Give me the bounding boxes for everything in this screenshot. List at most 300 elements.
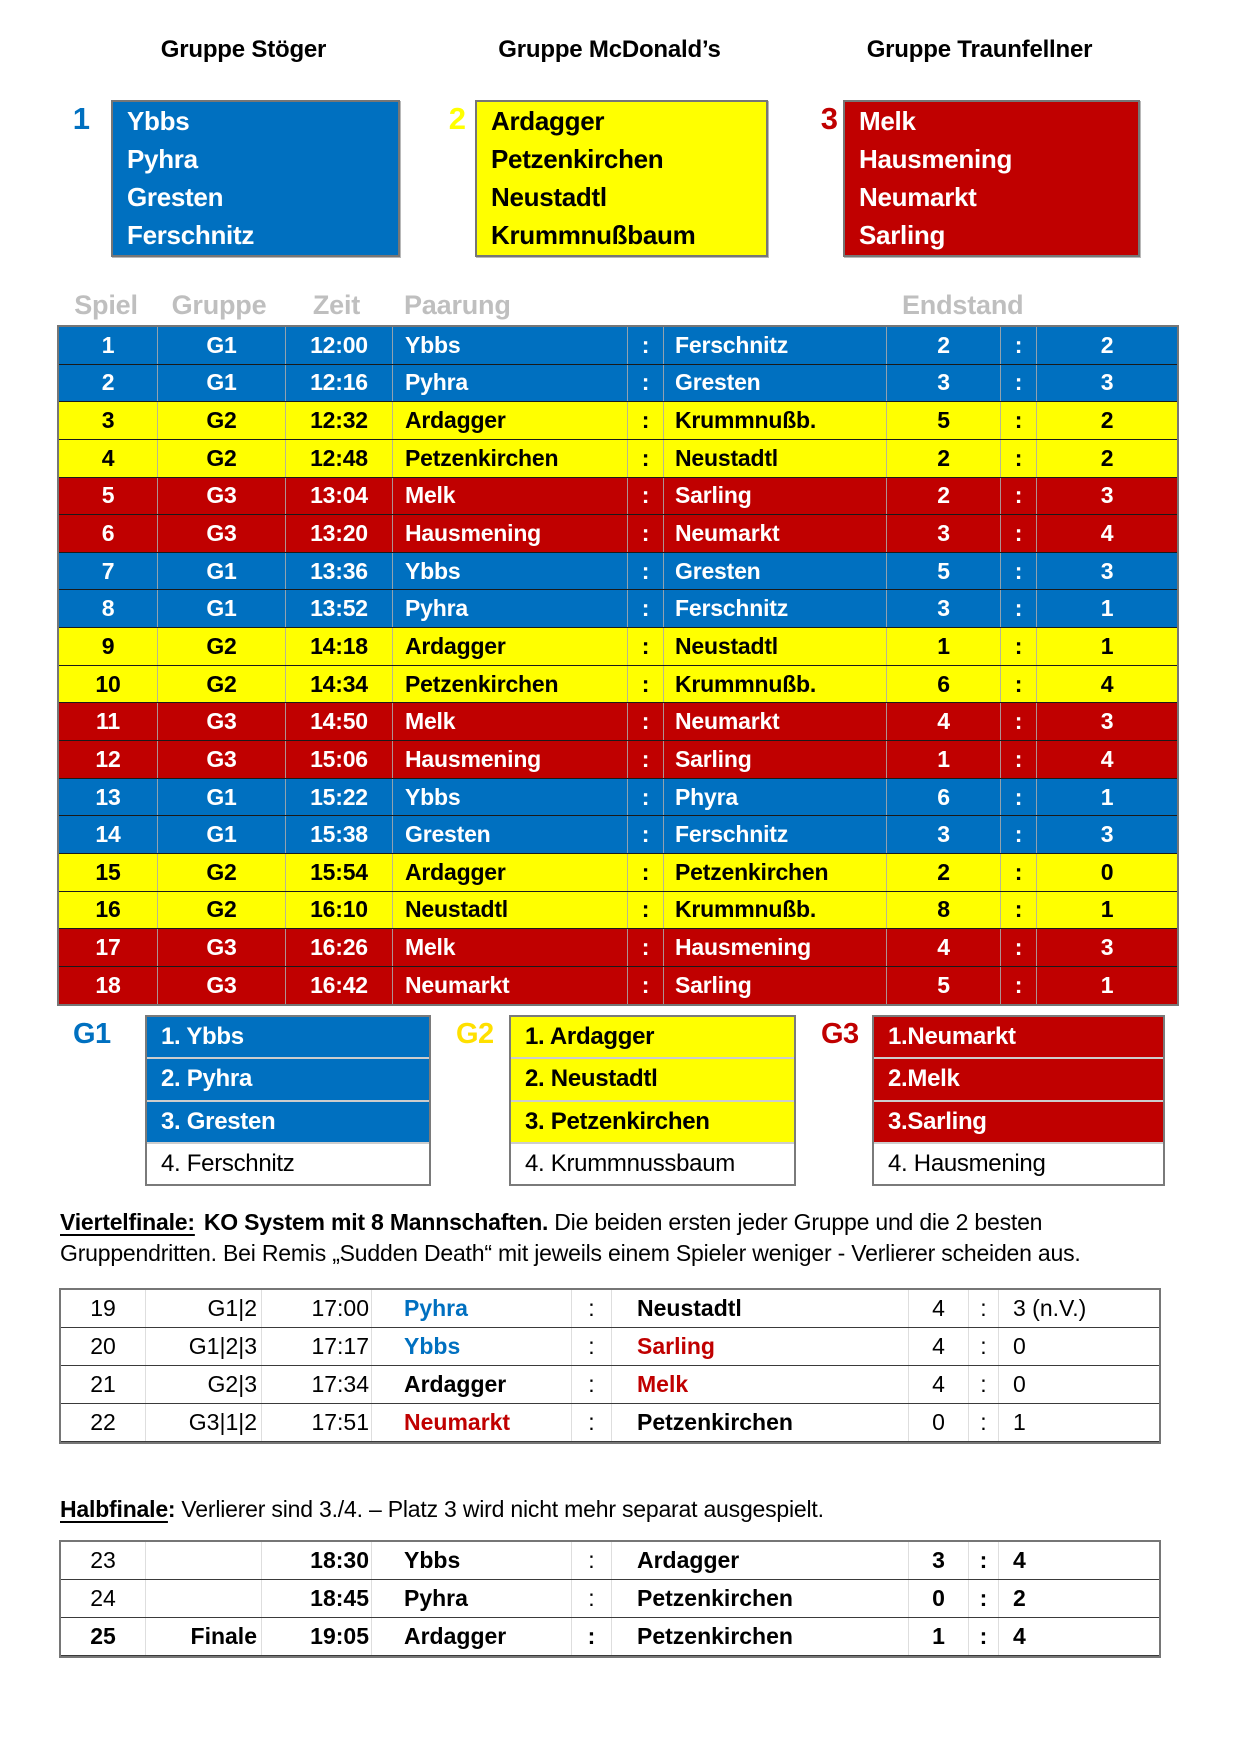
away-team-cell: Neustadtl xyxy=(663,628,886,665)
match-number-cell: 10 xyxy=(95,670,121,697)
pairing-colon-cell: : xyxy=(571,1580,611,1617)
home-score-cell: 1 xyxy=(886,741,1000,778)
away-score-cell: 2 xyxy=(1036,327,1177,364)
away-score-cell: 3 xyxy=(1036,365,1177,402)
standings-label-g3: G3 xyxy=(821,1018,859,1050)
time-cell: 12:00 xyxy=(285,327,392,364)
home-team-cell: Ybbs xyxy=(392,553,627,590)
away-team-cell: Sarling xyxy=(663,967,886,1004)
score-colon-cell: : xyxy=(968,1542,998,1579)
away-score-cell: 2 xyxy=(1036,440,1177,477)
pairing-colon-cell: : xyxy=(627,741,663,778)
roster-team: Krummnußbaum xyxy=(491,220,696,251)
match-number-cell: 13 xyxy=(95,783,121,810)
score-colon-cell: : xyxy=(1000,854,1036,891)
match-row xyxy=(59,892,1177,930)
away-score-cell: 3 xyxy=(1036,478,1177,515)
away-team-cell: Krummnußb. xyxy=(663,666,886,703)
header-paarung: Paarung xyxy=(404,289,511,320)
match-row xyxy=(59,553,1177,591)
match-row xyxy=(59,703,1177,741)
pairing-colon-cell: : xyxy=(627,327,663,364)
home-team-cell: Ardagger xyxy=(371,1366,571,1403)
match-row xyxy=(59,327,1177,365)
away-team-cell: Ferschnitz xyxy=(663,327,886,364)
standings-entry: 2. Neustadtl xyxy=(511,1059,794,1101)
group-cell: G2 xyxy=(157,402,285,439)
pairing-colon-cell: : xyxy=(571,1618,611,1655)
quarterfinal-note-line1 xyxy=(60,1207,1145,1238)
group-cell: Finale xyxy=(145,1618,261,1655)
time-cell: 16:42 xyxy=(285,967,392,1004)
time-cell: 17:34 xyxy=(261,1366,371,1403)
group-cell xyxy=(145,1580,261,1617)
home-team-cell: Ybbs xyxy=(371,1542,571,1579)
time-cell: 17:51 xyxy=(261,1404,371,1441)
time-cell: 14:18 xyxy=(285,628,392,665)
pairing-colon-cell: : xyxy=(571,1542,611,1579)
group-title-stoeger: Gruppe Stöger xyxy=(160,36,327,63)
pairing-colon-cell: : xyxy=(571,1290,611,1327)
home-team-cell: Melk xyxy=(392,703,627,740)
match-row xyxy=(61,1542,1159,1580)
away-score-cell: 1 xyxy=(998,1404,1159,1441)
away-score-cell: 3 (n.V.) xyxy=(998,1290,1159,1327)
time-cell: 13:36 xyxy=(285,553,392,590)
pairing-colon-cell: : xyxy=(627,478,663,515)
pairing-colon-cell: : xyxy=(627,779,663,816)
away-score-cell: 3 xyxy=(1036,929,1177,966)
home-team-cell: Ybbs xyxy=(392,779,627,816)
score-colon-cell: : xyxy=(1000,779,1036,816)
pairing-colon-cell: : xyxy=(627,590,663,627)
away-score-cell: 4 xyxy=(1036,515,1177,552)
quarterfinal-note-rest: Die beiden ersten jeder Gruppe und die 2 besten xyxy=(554,1209,1043,1235)
time-cell: 17:17 xyxy=(261,1328,371,1365)
match-number-cell: 7 xyxy=(101,557,115,584)
pairing-colon-cell: : xyxy=(627,440,663,477)
home-score-cell: 4 xyxy=(908,1366,968,1403)
time-cell: 14:34 xyxy=(285,666,392,703)
away-score-cell: 1 xyxy=(1036,628,1177,665)
home-score-cell: 6 xyxy=(886,666,1000,703)
group-cell: G1|2|3 xyxy=(145,1328,261,1365)
group-cell: G3 xyxy=(157,741,285,778)
group-roster-box-3 xyxy=(843,100,1140,257)
group-cell: G3 xyxy=(157,929,285,966)
group-cell: G1 xyxy=(157,590,285,627)
match-row xyxy=(59,854,1177,892)
match-row xyxy=(59,628,1177,666)
quarterfinal-note-bold: KO System mit 8 Mannschaften. xyxy=(203,1209,549,1235)
roster-team: Melk xyxy=(859,105,916,136)
score-colon-cell: : xyxy=(1000,703,1036,740)
semifinal-note xyxy=(60,1494,1145,1525)
group-cell: G3 xyxy=(157,478,285,515)
score-colon-cell: : xyxy=(968,1618,998,1655)
standings-entry: 4. Ferschnitz xyxy=(147,1144,429,1184)
match-number-cell: 6 xyxy=(101,520,115,547)
match-row xyxy=(61,1404,1159,1442)
home-team-cell: Ardagger xyxy=(392,402,627,439)
home-score-cell: 3 xyxy=(908,1542,968,1579)
semifinal-label: Halbfinale xyxy=(60,1496,168,1522)
time-cell: 12:32 xyxy=(285,402,392,439)
match-row xyxy=(59,478,1177,516)
score-colon-cell: : xyxy=(968,1328,998,1365)
away-team-cell: Petzenkirchen xyxy=(611,1404,908,1441)
standings-entry: 2. Pyhra xyxy=(147,1059,429,1101)
pairing-colon-cell: : xyxy=(627,515,663,552)
standings-box-g3 xyxy=(872,1015,1165,1186)
roster-team: Sarling xyxy=(859,220,946,251)
roster-team: Gresten xyxy=(127,182,224,213)
roster-team: Neustadtl xyxy=(491,182,607,213)
home-team-cell: Gresten xyxy=(392,816,627,853)
home-score-cell: 4 xyxy=(886,703,1000,740)
time-cell: 12:48 xyxy=(285,440,392,477)
roster-team: Pyhra xyxy=(127,143,198,174)
home-team-cell: Ardagger xyxy=(392,854,627,891)
match-row xyxy=(59,590,1177,628)
group-cell: G1 xyxy=(157,327,285,364)
header-gruppe: Gruppe xyxy=(171,289,267,320)
away-team-cell: Petzenkirchen xyxy=(611,1580,908,1617)
away-team-cell: Ardagger xyxy=(611,1542,908,1579)
home-score-cell: 1 xyxy=(908,1618,968,1655)
match-number-cell: 9 xyxy=(101,632,115,659)
score-colon-cell: : xyxy=(1000,515,1036,552)
score-colon-cell: : xyxy=(1000,741,1036,778)
match-row xyxy=(59,741,1177,779)
group-cell: G2 xyxy=(157,666,285,703)
match-number-cell: 16 xyxy=(95,896,121,923)
group-number-2: 2 xyxy=(448,101,466,136)
score-colon-cell: : xyxy=(1000,553,1036,590)
quarterfinal-label: Viertelfinale: xyxy=(60,1209,195,1235)
score-colon-cell: : xyxy=(1000,478,1036,515)
time-cell: 19:05 xyxy=(261,1618,371,1655)
home-score-cell: 5 xyxy=(886,967,1000,1004)
roster-team: Petzenkirchen xyxy=(491,143,664,174)
time-cell: 18:30 xyxy=(261,1542,371,1579)
header-zeit: Zeit xyxy=(312,289,361,320)
match-number-cell: 2 xyxy=(101,369,115,396)
home-score-cell: 3 xyxy=(886,365,1000,402)
match-number-cell: 15 xyxy=(95,858,121,885)
score-colon-cell: : xyxy=(1000,365,1036,402)
standings-label-g2: G2 xyxy=(456,1018,494,1050)
away-team-cell: Petzenkirchen xyxy=(663,854,886,891)
pairing-colon-cell: : xyxy=(627,854,663,891)
away-score-cell: 0 xyxy=(998,1328,1159,1365)
group-cell: G2|3 xyxy=(145,1366,261,1403)
standings-entry: 1. Ardagger xyxy=(511,1017,794,1059)
group-cell: G1 xyxy=(157,553,285,590)
pairing-colon-cell: : xyxy=(571,1404,611,1441)
standings-entry: 3. Petzenkirchen xyxy=(511,1102,794,1144)
pairing-colon-cell: : xyxy=(627,666,663,703)
group-cell: G1|2 xyxy=(145,1290,261,1327)
home-team-cell: Melk xyxy=(392,478,627,515)
score-colon-cell: : xyxy=(1000,892,1036,929)
home-score-cell: 0 xyxy=(908,1404,968,1441)
score-colon-cell: : xyxy=(1000,628,1036,665)
away-team-cell: Sarling xyxy=(611,1328,908,1365)
standings-box-g2 xyxy=(509,1015,796,1186)
away-team-cell: Petzenkirchen xyxy=(611,1618,908,1655)
home-team-cell: Petzenkirchen xyxy=(392,440,627,477)
score-colon-cell: : xyxy=(968,1580,998,1617)
home-team-cell: Neustadtl xyxy=(392,892,627,929)
pairing-colon-cell: : xyxy=(571,1328,611,1365)
away-team-cell: Gresten xyxy=(663,553,886,590)
match-number-cell: 14 xyxy=(95,821,121,848)
away-score-cell: 1 xyxy=(1036,967,1177,1004)
group-cell: G3 xyxy=(157,703,285,740)
schedule-table xyxy=(57,325,1179,1006)
away-score-cell: 3 xyxy=(1036,703,1177,740)
home-score-cell: 4 xyxy=(908,1290,968,1327)
away-team-cell: Gresten xyxy=(663,365,886,402)
home-team-cell: Petzenkirchen xyxy=(392,666,627,703)
match-number-cell: 19 xyxy=(90,1295,116,1322)
away-team-cell: Melk xyxy=(611,1366,908,1403)
home-score-cell: 5 xyxy=(886,553,1000,590)
match-number-cell: 18 xyxy=(95,971,121,998)
semifinal-note-rest: Verlierer sind 3./4. – Platz 3 wird nicht mehr separat ausgespielt. xyxy=(181,1496,824,1522)
time-cell: 15:06 xyxy=(285,741,392,778)
match-row xyxy=(59,929,1177,967)
away-score-cell: 4 xyxy=(1036,741,1177,778)
standings-entry: 1.Neumarkt xyxy=(874,1017,1163,1059)
pairing-colon-cell: : xyxy=(571,1366,611,1403)
score-colon-cell: : xyxy=(1000,327,1036,364)
match-number-cell: 23 xyxy=(90,1547,116,1574)
match-number-cell: 17 xyxy=(95,934,121,961)
roster-team: Ferschnitz xyxy=(127,220,255,251)
away-score-cell: 2 xyxy=(998,1580,1159,1617)
semifinal-note-colon: : xyxy=(167,1496,176,1522)
home-team-cell: Pyhra xyxy=(392,590,627,627)
home-team-cell: Pyhra xyxy=(371,1580,571,1617)
group-cell: G3 xyxy=(157,515,285,552)
quarterfinal-note xyxy=(60,1207,1145,1269)
match-number-cell: 11 xyxy=(96,708,120,735)
away-team-cell: Neumarkt xyxy=(663,703,886,740)
home-team-cell: Hausmening xyxy=(392,515,627,552)
header-spacer xyxy=(625,289,661,321)
semifinal-final-table xyxy=(59,1540,1161,1658)
away-team-cell: Sarling xyxy=(663,478,886,515)
home-score-cell: 5 xyxy=(886,402,1000,439)
group-cell xyxy=(145,1542,261,1579)
home-score-cell: 0 xyxy=(908,1580,968,1617)
time-cell: 12:16 xyxy=(285,365,392,402)
match-row xyxy=(61,1618,1159,1656)
away-team-cell: Neumarkt xyxy=(663,515,886,552)
away-team-cell: Krummnußb. xyxy=(663,892,886,929)
group-number-1: 1 xyxy=(72,101,90,136)
home-team-cell: Melk xyxy=(392,929,627,966)
away-team-cell: Ferschnitz xyxy=(663,816,886,853)
match-number-cell: 20 xyxy=(90,1333,116,1360)
match-number-cell: 24 xyxy=(90,1585,116,1612)
pairing-colon-cell: : xyxy=(627,929,663,966)
home-score-cell: 2 xyxy=(886,854,1000,891)
time-cell: 13:04 xyxy=(285,478,392,515)
score-colon-cell: : xyxy=(1000,402,1036,439)
match-number-cell: 21 xyxy=(90,1371,116,1398)
pairing-colon-cell: : xyxy=(627,967,663,1004)
group-title-mcdonalds: Gruppe McDonald’s xyxy=(498,36,721,63)
group-title-traunfellner: Gruppe Traunfellner xyxy=(866,36,1093,63)
standings-entry: 4. Hausmening xyxy=(874,1144,1163,1184)
match-row xyxy=(61,1580,1159,1618)
roster-team: Hausmening xyxy=(859,143,1013,174)
standings-entry: 1. Ybbs xyxy=(147,1017,429,1059)
score-colon-cell: : xyxy=(968,1404,998,1441)
home-score-cell: 2 xyxy=(886,327,1000,364)
header-spiel: Spiel xyxy=(74,289,138,320)
group-cell: G2 xyxy=(157,628,285,665)
pairing-colon-cell: : xyxy=(627,402,663,439)
group-cell: G2 xyxy=(157,854,285,891)
match-number-cell: 8 xyxy=(101,595,115,622)
time-cell: 18:45 xyxy=(261,1580,371,1617)
away-score-cell: 4 xyxy=(998,1542,1159,1579)
pairing-colon-cell: : xyxy=(627,628,663,665)
match-row xyxy=(59,402,1177,440)
home-score-cell: 3 xyxy=(886,816,1000,853)
home-team-cell: Pyhra xyxy=(392,365,627,402)
away-score-cell: 0 xyxy=(998,1366,1159,1403)
home-team-cell: Ybbs xyxy=(392,327,627,364)
header-endstand: Endstand xyxy=(902,289,1024,320)
home-score-cell: 3 xyxy=(886,515,1000,552)
home-team-cell: Ardagger xyxy=(371,1618,571,1655)
home-score-cell: 3 xyxy=(886,590,1000,627)
home-team-cell: Neumarkt xyxy=(371,1404,571,1441)
standings-entry: 3. Gresten xyxy=(147,1102,429,1144)
score-colon-cell: : xyxy=(968,1366,998,1403)
roster-team: Ybbs xyxy=(127,105,190,136)
score-colon-cell: : xyxy=(1000,816,1036,853)
pairing-colon-cell: : xyxy=(627,553,663,590)
away-score-cell: 3 xyxy=(1036,553,1177,590)
match-row xyxy=(59,365,1177,403)
away-score-cell: 1 xyxy=(1036,779,1177,816)
away-score-cell: 2 xyxy=(1036,402,1177,439)
away-score-cell: 0 xyxy=(1036,854,1177,891)
away-team-cell: Krummnußb. xyxy=(663,402,886,439)
match-row xyxy=(61,1328,1159,1366)
away-team-cell: Sarling xyxy=(663,741,886,778)
match-row xyxy=(61,1290,1159,1328)
quarterfinal-table xyxy=(59,1288,1161,1444)
match-number-cell: 22 xyxy=(90,1409,116,1436)
group-cell: G3|1|2 xyxy=(145,1404,261,1441)
match-number-cell: 12 xyxy=(95,745,121,772)
match-row xyxy=(59,967,1177,1004)
match-row xyxy=(59,515,1177,553)
time-cell: 13:52 xyxy=(285,590,392,627)
standings-entry: 4. Krummnussbaum xyxy=(511,1144,794,1184)
match-number-cell: 1 xyxy=(101,331,115,358)
away-score-cell: 1 xyxy=(1036,892,1177,929)
home-team-cell: Pyhra xyxy=(371,1290,571,1327)
pairing-colon-cell: : xyxy=(627,816,663,853)
match-row xyxy=(59,666,1177,704)
schedule-header-row xyxy=(57,289,1175,321)
time-cell: 13:20 xyxy=(285,515,392,552)
match-row xyxy=(61,1366,1159,1404)
away-team-cell: Ferschnitz xyxy=(663,590,886,627)
time-cell: 14:50 xyxy=(285,703,392,740)
match-number-cell: 4 xyxy=(101,444,115,471)
match-number-cell: 5 xyxy=(101,482,115,509)
group-cell: G3 xyxy=(157,967,285,1004)
home-score-cell: 1 xyxy=(886,628,1000,665)
time-cell: 15:22 xyxy=(285,779,392,816)
roster-team: Neumarkt xyxy=(859,182,977,213)
home-score-cell: 6 xyxy=(886,779,1000,816)
time-cell: 16:26 xyxy=(285,929,392,966)
pairing-colon-cell: : xyxy=(627,703,663,740)
match-row xyxy=(59,816,1177,854)
home-score-cell: 4 xyxy=(886,929,1000,966)
group-cell: G2 xyxy=(157,440,285,477)
group-cell: G1 xyxy=(157,779,285,816)
group-cell: G2 xyxy=(157,892,285,929)
quarterfinal-note-line2: Gruppendritten. Bei Remis „Sudden Death“ mit jeweils einem Spieler weniger - Verlierer scheiden aus. xyxy=(60,1240,1081,1266)
group-roster-box-2 xyxy=(475,100,768,257)
away-score-cell: 3 xyxy=(1036,816,1177,853)
score-colon-cell: : xyxy=(1000,590,1036,627)
home-team-cell: Neumarkt xyxy=(392,967,627,1004)
time-cell: 15:38 xyxy=(285,816,392,853)
time-cell: 17:00 xyxy=(261,1290,371,1327)
group-number-3: 3 xyxy=(820,101,838,136)
header-spacer xyxy=(661,289,884,321)
score-colon-cell: : xyxy=(1000,440,1036,477)
away-score-cell: 1 xyxy=(1036,590,1177,627)
away-score-cell: 4 xyxy=(1036,666,1177,703)
home-score-cell: 8 xyxy=(886,892,1000,929)
score-colon-cell: : xyxy=(1000,666,1036,703)
standings-entry: 2.Melk xyxy=(874,1059,1163,1101)
away-team-cell: Neustadtl xyxy=(663,440,886,477)
time-cell: 15:54 xyxy=(285,854,392,891)
time-cell: 16:10 xyxy=(285,892,392,929)
away-team-cell: Neustadtl xyxy=(611,1290,908,1327)
home-score-cell: 4 xyxy=(908,1328,968,1365)
score-colon-cell: : xyxy=(1000,929,1036,966)
match-row xyxy=(59,779,1177,817)
home-score-cell: 2 xyxy=(886,478,1000,515)
group-roster-box-1 xyxy=(111,100,400,257)
roster-team: Ardagger xyxy=(491,105,605,136)
standings-label-g1: G1 xyxy=(73,1018,111,1050)
pairing-colon-cell: : xyxy=(627,365,663,402)
score-colon-cell: : xyxy=(968,1290,998,1327)
home-team-cell: Hausmening xyxy=(392,741,627,778)
match-number-cell: 25 xyxy=(90,1623,116,1650)
home-team-cell: Ybbs xyxy=(371,1328,571,1365)
group-cell: G1 xyxy=(157,816,285,853)
group-cell: G1 xyxy=(157,365,285,402)
home-team-cell: Ardagger xyxy=(392,628,627,665)
